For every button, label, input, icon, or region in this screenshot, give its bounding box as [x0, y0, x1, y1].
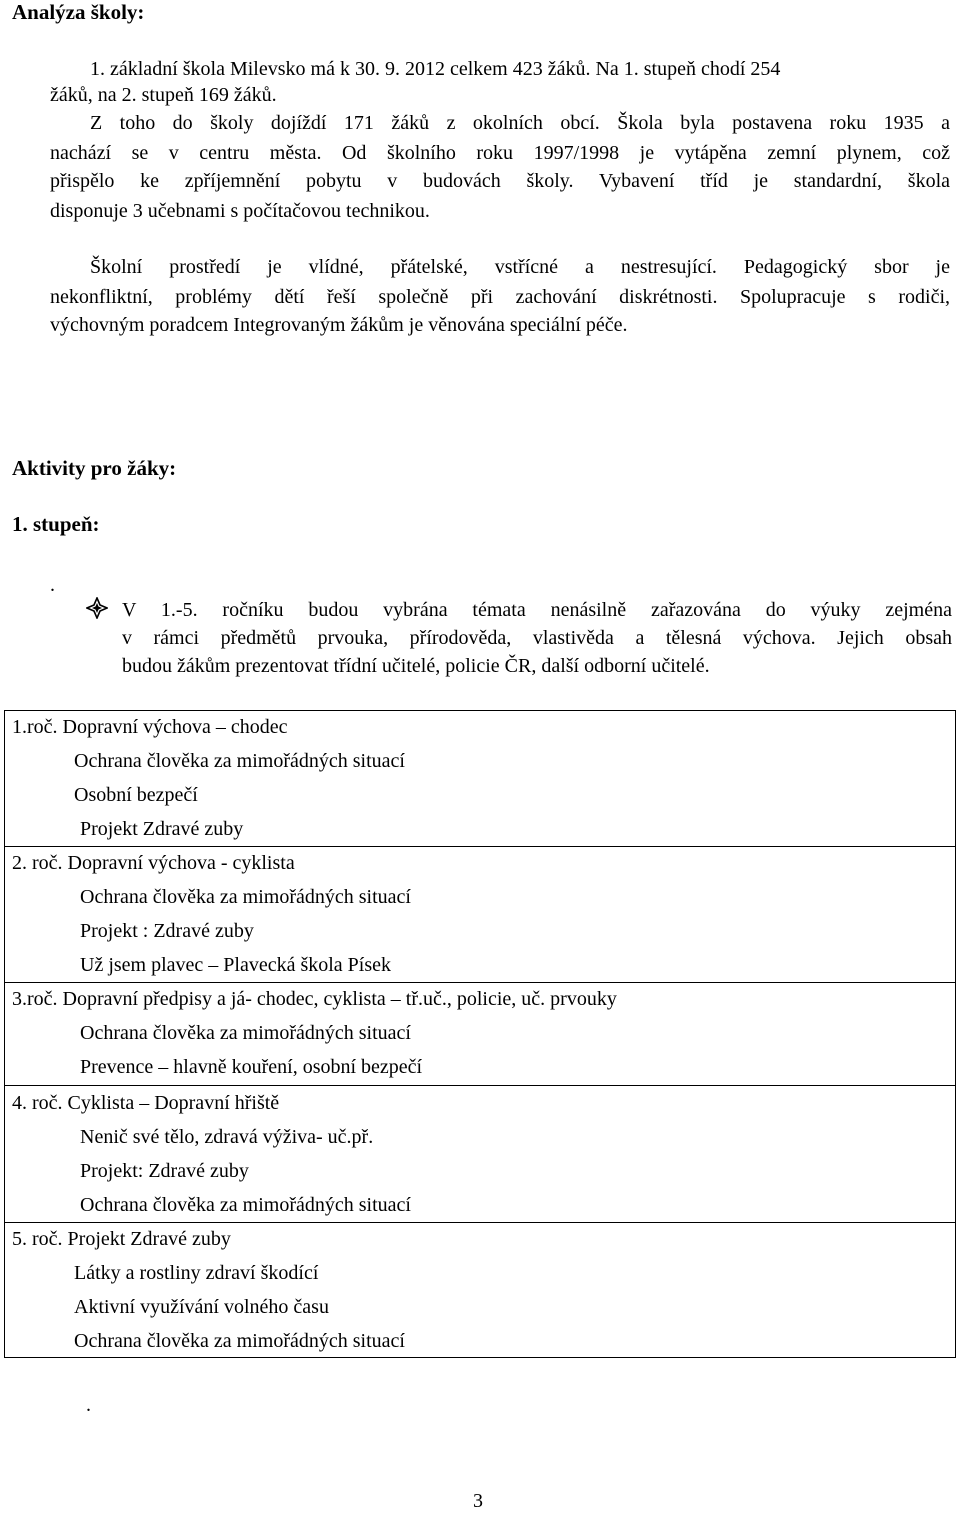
bullet-line: budou žákům prezentovat třídní učitelé, policie ČR, další odborní učitelé.	[122, 655, 710, 677]
analysis-line: disponuje 3 učebnami s počítačovou technikou.	[50, 200, 430, 222]
bullet-line: V 1.-5. ročníku budou vybrána témata nenásilně zařazována do výuky zejména	[122, 599, 952, 621]
grade-1-item: Ochrana člověka za mimořádných situací	[74, 750, 405, 772]
grade-1-title: 1.roč. Dopravní výchova – chodec	[12, 716, 288, 738]
bullet-line: v rámci předmětů prvouka, přírodověda, vlastivěda a tělesná výchova. Jejich obsah	[122, 627, 952, 649]
analysis-line: Z toho do školy dojíždí 171 žáků z okolních obcí. Škola byla postavena roku 1935 a	[90, 112, 950, 134]
page-number: 3	[473, 1490, 483, 1512]
grade-3-title: 3.roč. Dopravní předpisy a já- chodec, cyklista – tř.uč., policie, uč. prvouky	[12, 988, 617, 1010]
grade-5-item: Látky a rostliny zdraví škodící	[74, 1262, 319, 1284]
grade-3-item: Prevence – hlavně kouření, osobní bezpečí	[80, 1056, 423, 1078]
heading-aktivity: Aktivity pro žáky:	[12, 456, 177, 480]
analysis-line: přispělo ke zpříjemnění pobytu v budovách školy. Vybavení tříd je standardní, škola	[50, 170, 950, 192]
grade-5-title: 5. roč. Projekt Zdravé zuby	[12, 1228, 231, 1250]
environment-line: Školní prostředí je vlídné, přátelské, vstřícné a nestresující. Pedagogický sbor je	[90, 256, 950, 278]
environment-line: nekonfliktní, problémy dětí řeší společně při zachování diskrétnosti. Spolupracuje s rodiči,	[50, 286, 950, 308]
diamond-bullet-icon	[86, 597, 108, 619]
analysis-line: nachází se v centru města. Od školního roku 1997/1998 je vytápěna zemní plynem, což	[50, 142, 950, 164]
grade-2-item: Projekt : Zdravé zuby	[80, 920, 254, 942]
grade-4-item: Projekt: Zdravé zuby	[80, 1160, 249, 1182]
grade-5-item: Aktivní využívání volného času	[74, 1296, 329, 1318]
heading-analyza: Analýza školy:	[12, 0, 145, 24]
grade-3-item: Ochrana člověka za mimořádných situací	[80, 1022, 411, 1044]
grade-2-item: Ochrana člověka za mimořádných situací	[80, 886, 411, 908]
grade-5-item: Ochrana člověka za mimořádných situací	[74, 1330, 405, 1352]
table-row-divider	[4, 982, 956, 983]
analysis-line: 1. základní škola Milevsko má k 30. 9. 2012 celkem 423 žáků. Na 1. stupeň chodí 254	[90, 58, 781, 80]
table-row-divider	[4, 1222, 956, 1223]
stray-dot: .	[50, 574, 55, 596]
grade-4-item: Ochrana člověka za mimořádných situací	[80, 1194, 411, 1216]
analysis-line: žáků, na 2. stupeň 169 žáků.	[50, 84, 277, 106]
stray-dot: .	[86, 1394, 91, 1416]
grade-4-title: 4. roč. Cyklista – Dopravní hřiště	[12, 1092, 280, 1114]
grade-2-item: Už jsem plavec – Plavecká škola Písek	[80, 954, 392, 976]
grade-2-title: 2. roč. Dopravní výchova - cyklista	[12, 852, 295, 874]
environment-line: výchovným poradcem Integrovaným žákům je věnována speciální péče.	[50, 314, 628, 336]
grade-4-item: Nenič své tělo, zdravá výživa- uč.př.	[80, 1126, 374, 1148]
heading-stupen: 1. stupeň:	[12, 512, 100, 536]
grade-1-item: Projekt Zdravé zuby	[80, 818, 244, 840]
table-row-divider	[4, 1085, 956, 1086]
table-row-divider	[4, 846, 956, 847]
grade-1-item: Osobní bezpečí	[74, 784, 198, 806]
